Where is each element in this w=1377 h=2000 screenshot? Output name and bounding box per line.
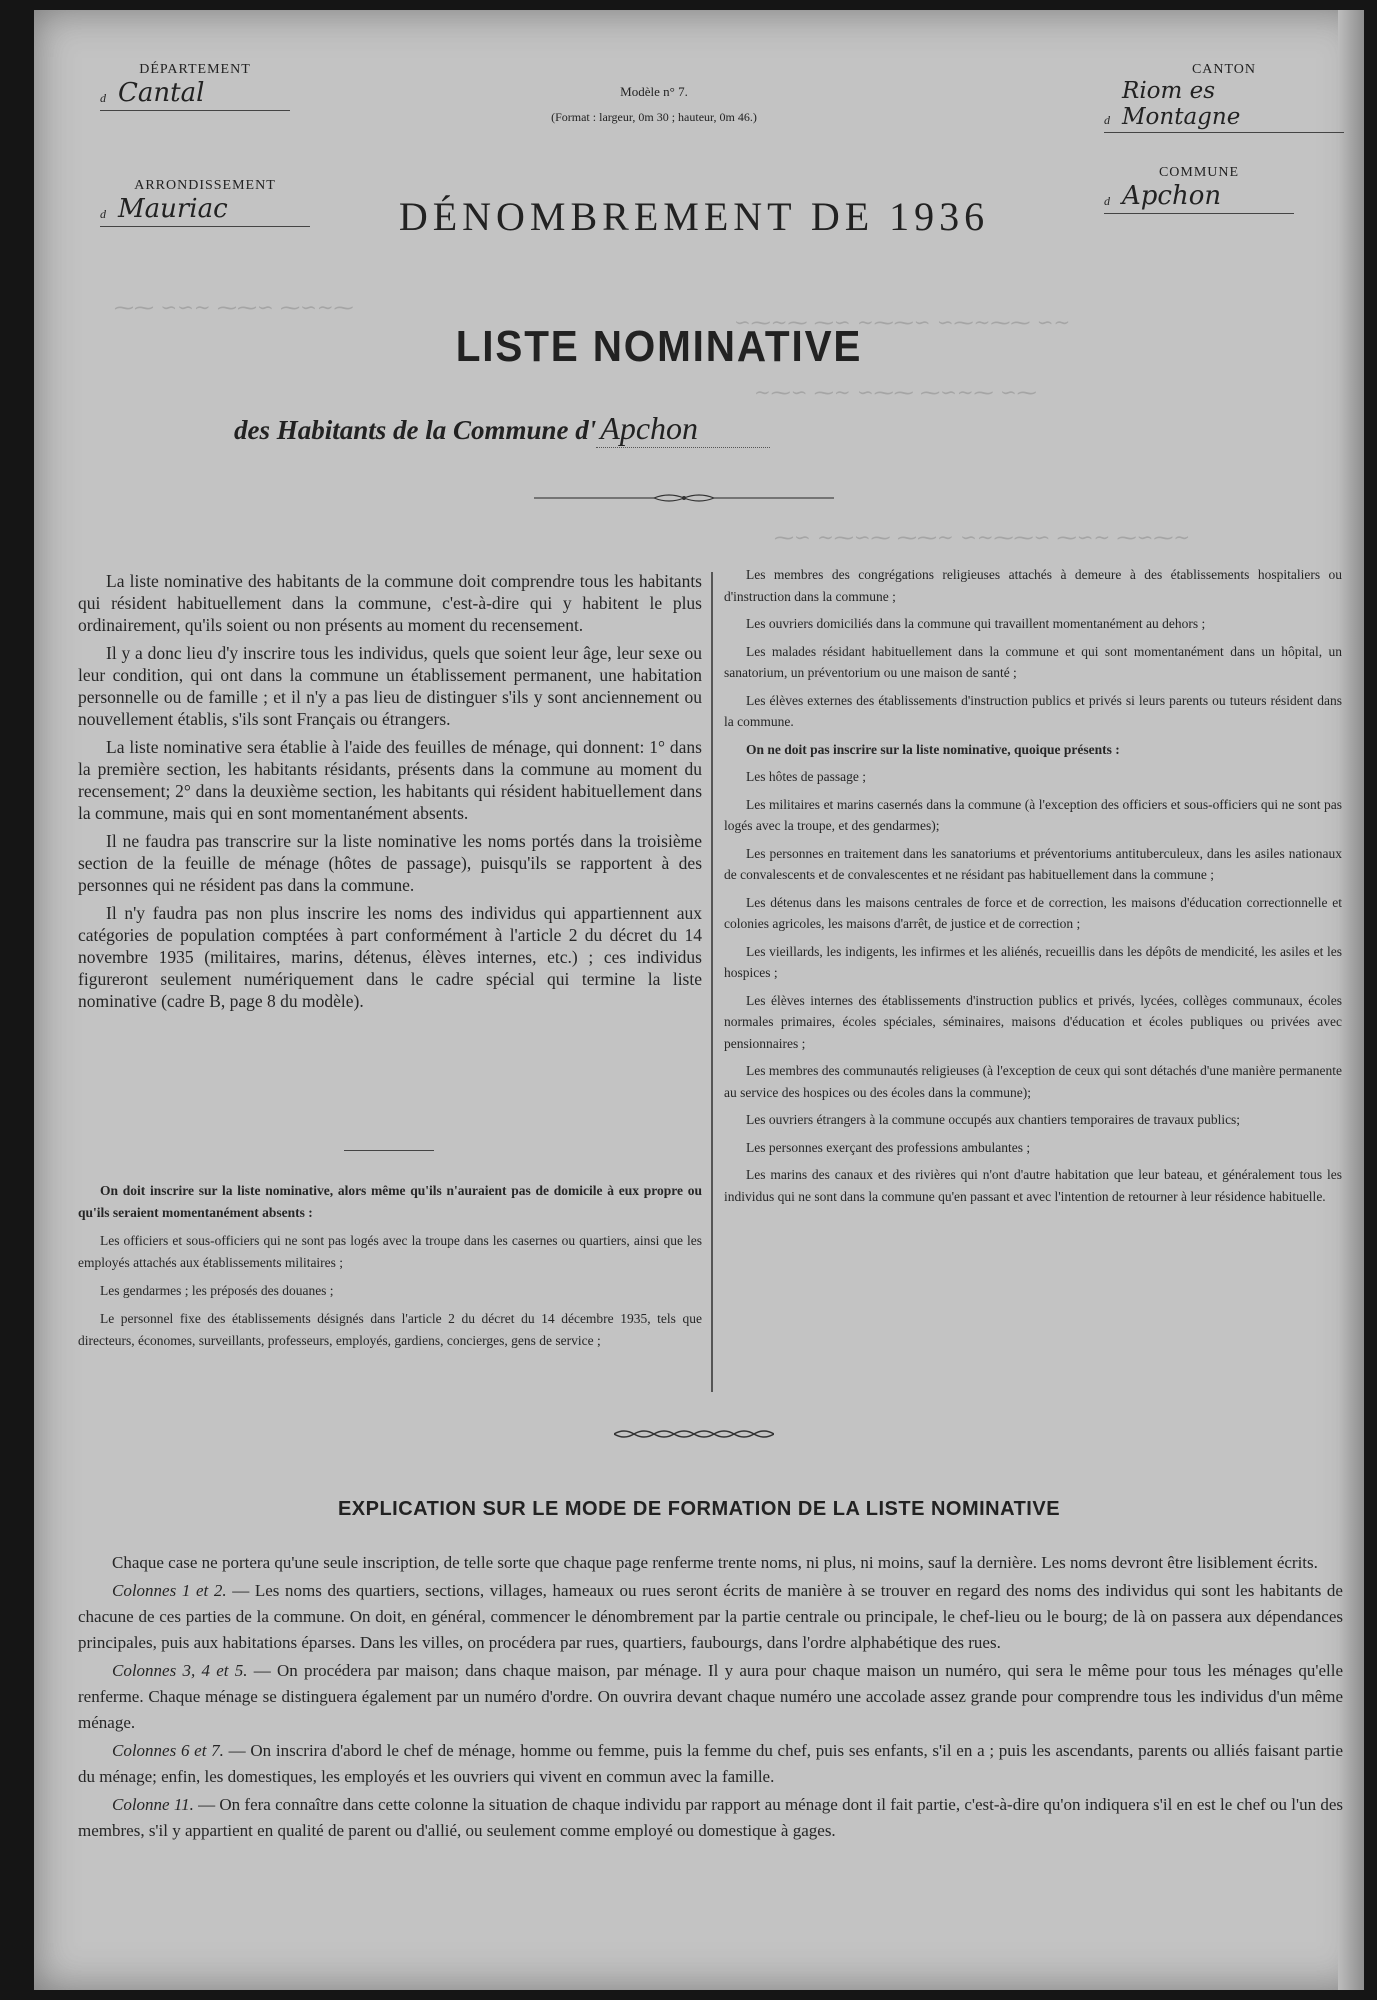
paragraph-text: — On fera connaître dans cette colonne la situation de chaque individu par rapport au ménage dont il fait partie, c'est-à-dire qu'on indiquera s'il en est le chef ou l'un des membres, s'il y appartient en qualité de parent ou d'allié, ou seulement comme employé ou domestique à gages. <box>78 1795 1343 1840</box>
departement-label: DÉPARTEMENT <box>139 62 251 77</box>
paragraph: Les élèves externes des établissements d'instruction publics et privés si leurs parents ou tuteurs résident dans la commune. <box>724 692 1342 729</box>
paragraph: Les détenus dans les maisons centrales de force et de correction, les maisons d'éducation correctionnelle et colonies agricoles, les maisons d'arrêt, de justice et de correction ; <box>724 894 1342 931</box>
subtitle-prefix: des Habitants de la Commune d' <box>234 415 597 445</box>
canton-field <box>1104 78 1344 133</box>
d-prefix: d <box>100 91 106 105</box>
right-column-instructions <box>724 564 1342 1213</box>
paragraph: Les personnes exerçant des professions ambulantes ; <box>746 1139 1031 1155</box>
paragraph: Il ne faudra pas transcrire sur la liste nominative les noms portés dans la troisième section de la feuille de ménage (hôtes de passage), puisqu'ils se rapportent à des personnes qui ne résident pas dans la commune. <box>78 831 702 895</box>
short-rule <box>344 1150 434 1151</box>
d-prefix: d <box>1104 194 1110 208</box>
explication-body <box>78 1550 1343 1846</box>
paragraph <box>78 1658 1343 1736</box>
departement-field <box>100 78 290 111</box>
paragraph-text: — Les noms des quartiers, sections, villages, hameaux ou rues seront écrits de manière à se trouver en regard des noms des individus qui sont les habitants de chacune de ces parties de la commune. On doit, en général, commencer le dénombrement par la partie centrale ou principale, le chef-lieu ou le bourg; de là on passera aux dépendances principales, puis aux habitations éparses. Dans les villes, on procédera par rues, quartiers, faubourgs, dans l'ordre alphabétique des rues. <box>78 1581 1343 1652</box>
paragraph: Les hôtes de passage ; <box>746 769 866 784</box>
explication-title: EXPLICATION SUR LE MODE DE FORMATION DE LA LISTE NOMINATIVE <box>337 1498 1061 1520</box>
paragraph: On ne doit pas inscrire sur la liste nominative, quoique présents : <box>746 741 1120 757</box>
d-prefix: d <box>100 207 106 221</box>
modele-number: Modèle n° 7. <box>620 84 688 99</box>
column-ref: Colonnes 6 et 7. <box>112 1741 224 1760</box>
paragraph: Les vieillards, les indigents, les infirmes et les aliénés, recueillis dans les dépôts de mendicité, les asiles et les hospices ; <box>724 943 1342 980</box>
bleed-through-text: ⁓⁓ ∽∽∼ ⁓⁓∽ ⁓∽∼⁓ <box>114 295 354 319</box>
arrondissement-block <box>100 178 310 227</box>
paragraph-text: — On procédera par maison; dans chaque maison, par ménage. Il y aura pour chaque maison un numéro, qui sera le même pour tous les ménages qu'elle renferme. Chaque ménage se distinguera également par un numéro d'ordre. On ouvrira devant chaque numéro une accolade assez grande pour comprendre tous les individus d'un même ménage. <box>78 1661 1343 1732</box>
arrondissement-label: ARRONDISSEMENT <box>134 178 276 193</box>
census-form-page <box>34 10 1364 1990</box>
format-info: (Format : largeur, 0m 30 ; hauteur, 0m 46.) <box>551 110 757 124</box>
paragraph: Il n'y faudra pas non plus inscrire les noms des individus qui appartiennent aux catégories de population comptées à part conformément à l'article 2 du décret du 14 novembre 1935 (militaires, marins, détenus, élèves internes, etc.) ; ces individus figureront seulement numériquement dans le cadre spécial qui termine la liste nominative (cadre B, page 8 du modèle). <box>78 903 702 1011</box>
column-divider <box>711 572 713 1392</box>
paragraph: Les élèves internes des établissements d'instruction publics et privés, lycées, collèges communaux, écoles normales primaires, écoles spéciales, séminaires, maisons d'éducation et écoles publiques ou privées avec pensionnaires ; <box>724 992 1342 1051</box>
column-ref: Colonnes 1 et 2. <box>112 1581 227 1600</box>
paragraph: La liste nominative sera établie à l'aide des feuilles de ménage, qui donnent: 1° dans la première section, les habitants résidants, présents dans la commune au moment du recensement; 2° dans la deuxième section, les habitants qui résident habituellement dans la commune, mais qui en sont momentanément absents. <box>78 737 702 823</box>
paragraph <box>78 1792 1343 1844</box>
paragraph: Les gendarmes ; les préposés des douanes ; <box>100 1283 334 1298</box>
bleed-through-text: ⁓∽ ∼⁓∽⁓ ⁓⁓∼ ∽∼⁓⁓∽ ⁓∽∼ ⁓∽⁓∼ <box>774 525 1191 549</box>
paragraph <box>78 1738 1343 1790</box>
paragraph: Les ouvriers domiciliés dans la commune qui travaillent momentanément au dehors ; <box>746 616 1206 631</box>
paragraph: Les ouvriers étrangers à la commune occupés aux chantiers temporaires de travaux publics; <box>746 1112 1241 1127</box>
arrondissement-field <box>100 194 310 227</box>
ornament-divider <box>534 492 834 504</box>
bleed-through-text: ∽⁓∼⁓ ⁓∽ ∼⁓⁓∽ ∽⁓∼⁓⁓ ∽∼ <box>734 310 1071 334</box>
paragraph: Les membres des communautés religieuses (à l'exception de ceux qui sont détachés d'une manière permanente au service des hospices ou des écoles dans la commune); <box>724 1063 1342 1100</box>
paragraph: Chaque case ne portera qu'une seule inscription, de telle sorte que chaque page renferme trente noms, ni plus, ni moins, sauf la dernière. Les noms devront être lisiblement écrits. <box>112 1553 1318 1572</box>
modele-info <box>514 84 794 125</box>
arrondissement-value: Mauriac <box>118 194 228 224</box>
paragraph: La liste nominative des habitants de la commune doit comprendre tous les habitants qui résident habituellement dans la commune, c'est-à-dire qui y habitent le plus ordinairement, qu'ils soient ou non présents au moment du recensement. <box>78 571 702 635</box>
paragraph: Les officiers et sous-officiers qui ne sont pas logés avec la troupe dans les casernes ou quartiers, ainsi que les employés attachés aux établissements militaires ; <box>78 1233 702 1270</box>
canton-label: CANTON <box>1191 62 1257 77</box>
commune-field <box>1104 181 1294 214</box>
paragraph: Il y a donc lieu d'y inscrire tous les individus, quels que soient leur âge, leur sexe ou leur condition, qui ont dans la commune un établissement permanent, une habitation personnelle ou de famille ; et il n'y a pas lieu de distinguer s'ils y sont anciennement ou nouvellement établis, s'ils sont Français ou étrangers. <box>78 643 702 729</box>
canton-block <box>1104 62 1344 133</box>
d-prefix: d <box>1104 113 1110 127</box>
subtitle-commune: Apchon <box>596 410 770 448</box>
commune-label: COMMUNE <box>1158 165 1240 180</box>
paragraph: On doit inscrire sur la liste nominative, alors même qu'ils n'auraient pas de domicile à eux propre ou qu'ils seraient momentanément absents : <box>78 1183 702 1220</box>
left-column-instructions <box>78 570 702 1018</box>
left-column-inscribe-list <box>78 1180 702 1358</box>
subtitle <box>234 410 1134 448</box>
paragraph-text: — On inscrira d'abord le chef de ménage, homme ou femme, puis la femme du chef, puis ses enfants, s'il en a ; puis les ascendants, parents ou alliés faisant partie du ménage; enfin, les domestiques, les employés et les ouvriers qui vivent en commun avec la famille. <box>78 1741 1343 1786</box>
paragraph: Les personnes en traitement dans les sanatoriums et préventoriums antituberculeux, dans les asiles nationaux de convalescents et de convalescentes et ne résidant pas habituellement dans la commune ; <box>724 845 1342 882</box>
canton-value: Riom es Montagne <box>1122 78 1241 130</box>
commune-value: Apchon <box>1122 181 1222 211</box>
denombrement-title: DÉNOMBREMENT DE 1936 <box>398 194 990 239</box>
commune-block <box>1104 165 1294 214</box>
paragraph <box>78 1578 1343 1656</box>
paragraph: Le personnel fixe des établissements désignés dans l'article 2 du décret du 14 décembre 1935, tels que directeurs, économes, surveillants, professeurs, employés, gardiens, concierges, gens de service ; <box>78 1311 702 1348</box>
ornament-divider <box>614 1428 774 1440</box>
paragraph: Les malades résidant habituellement dans la commune et qui sont momentanément dans un hôpital, un sanatorium, un préventorium ou une maison de santé ; <box>724 643 1342 680</box>
paragraph: Les marins des canaux et des rivières qui n'ont d'autre habitation que leur bateau, et généralement tous les individus qui ne sont dans la commune qu'en passant et avec l'intention de retourner à leur résidence habituelle. <box>724 1167 1342 1204</box>
paragraph: Les membres des congrégations religieuses attachés à demeure à des établissements hospitaliers ou d'instruction dans la commune ; <box>724 567 1342 604</box>
departement-block <box>100 62 290 111</box>
bleed-through-text: ∼⁓∽ ⁓∼ ∽⁓⁓ ⁓∽∼⁓ ∽⁓ <box>754 380 1037 404</box>
liste-nominative-title: LISTE NOMINATIVE <box>455 322 863 371</box>
departement-value: Cantal <box>118 78 205 108</box>
paragraph: Les militaires et marins casernés dans la commune (à l'exception des officiers et sous-officiers qui ne sont pas logés avec la troupe, et des gendarmes); <box>724 796 1342 833</box>
column-ref: Colonne 11. <box>112 1795 194 1814</box>
column-ref: Colonnes 3, 4 et 5. <box>112 1661 248 1680</box>
